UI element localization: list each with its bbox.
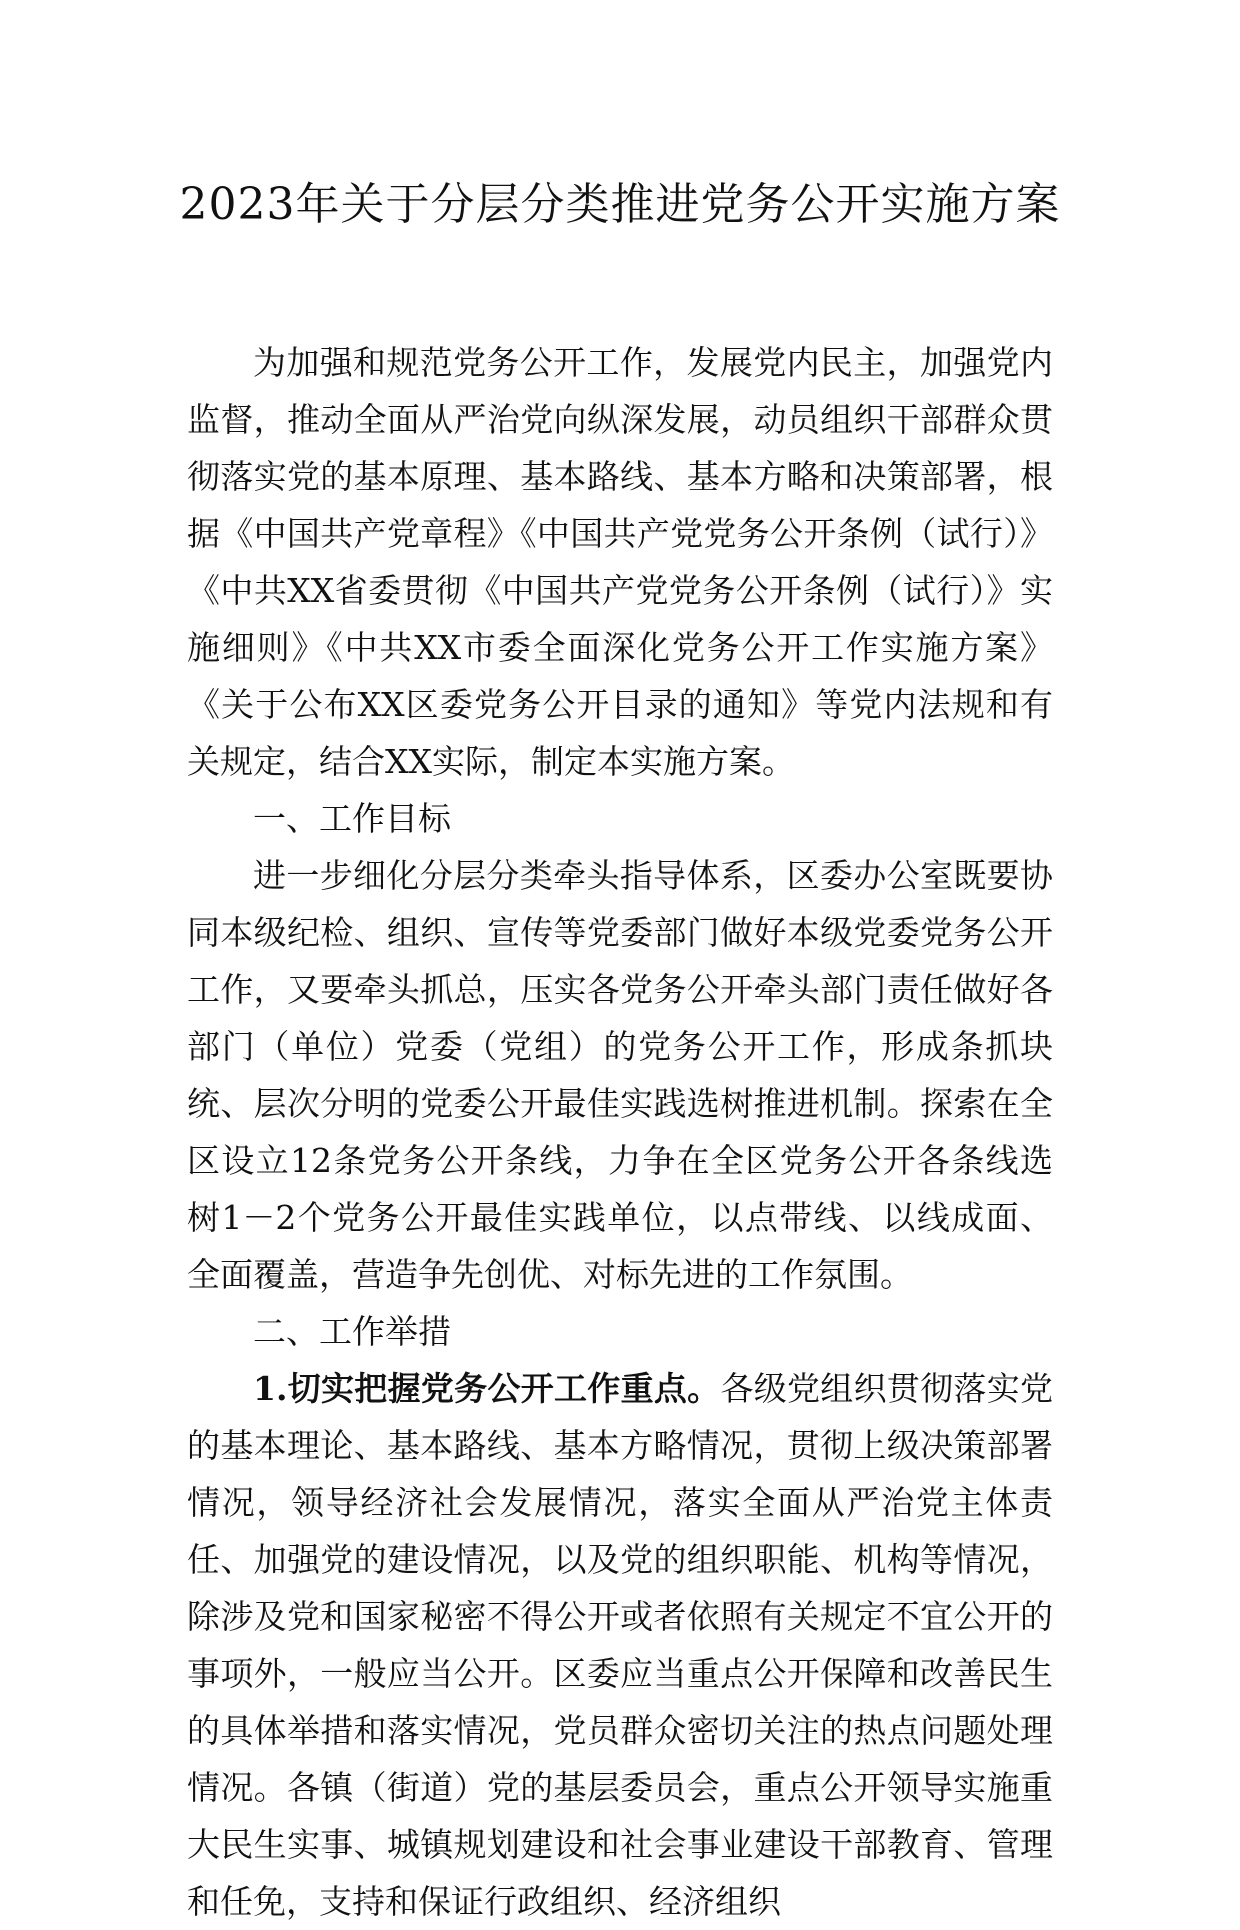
document-body	[187, 334, 1053, 1930]
document-title: 2023年关于分层分类推进党务公开实施方案	[179, 179, 1061, 230]
measure-item-1-lead: 1.切实把握党务公开工作重点。	[253, 1369, 721, 1408]
measure-item-1-text: 各级党组织贯彻落实党的基本理论、基本路线、基本方略情况，贯彻上级决策部署情况，领导经济社会发展情况，落实全面从严治党主体责任、加强党的建设情况，以及党的组织职能、机构等情况，除涉及党和国家秘密不得公开或者依照有关规定不宜公开的事项外，一般应当公开。区委应当重点公开保障和改善民生的具体举措和落实情况，党员群众密切关注的热点问题处理情况。各镇（街道）党的基层委员会，重点公开领导实施重大民生实事、城镇规划建设和社会事业建设干部教育、管理和任免，支持和保证行政组织、经济组织	[187, 1369, 1053, 1921]
measure-item-1	[187, 1360, 1053, 1930]
section-heading-goals: 一、工作目标	[253, 799, 451, 838]
intro-paragraph: 为加强和规范党务公开工作，发展党内民主，加强党内监督，推动全面从严治党向纵深发展，动员组织干部群众贯彻落实党的基本原理、基本路线、基本方略和决策部署，根据《中国共产党章程》《中国共产党党务公开条例（试行）》《中共XX省委贯彻《中国共产党党务公开条例（试行）》实施细则》《中共XX市委全面深化党务公开工作实施方案》《关于公布XX区委党务公开目录的通知》等党内法规和有关规定，结合XX实际，制定本实施方案。	[187, 343, 1053, 781]
goals-paragraph: 进一步细化分层分类牵头指导体系，区委办公室既要协同本级纪检、组织、宣传等党委部门做好本级党委党务公开工作，又要牵头抓总，压实各党务公开牵头部门责任做好各部门（单位）党委（党组）的党务公开工作，形成条抓块统、层次分明的党委公开最佳实践选树推进机制。探索在全区设立12条党务公开条线，力争在全区党务公开各条线选树1－2个党务公开最佳实践单位，以点带线、以线成面、全面覆盖，营造争先创优、对标先进的工作氛围。	[187, 856, 1053, 1294]
section-heading-measures: 二、工作举措	[253, 1312, 451, 1351]
